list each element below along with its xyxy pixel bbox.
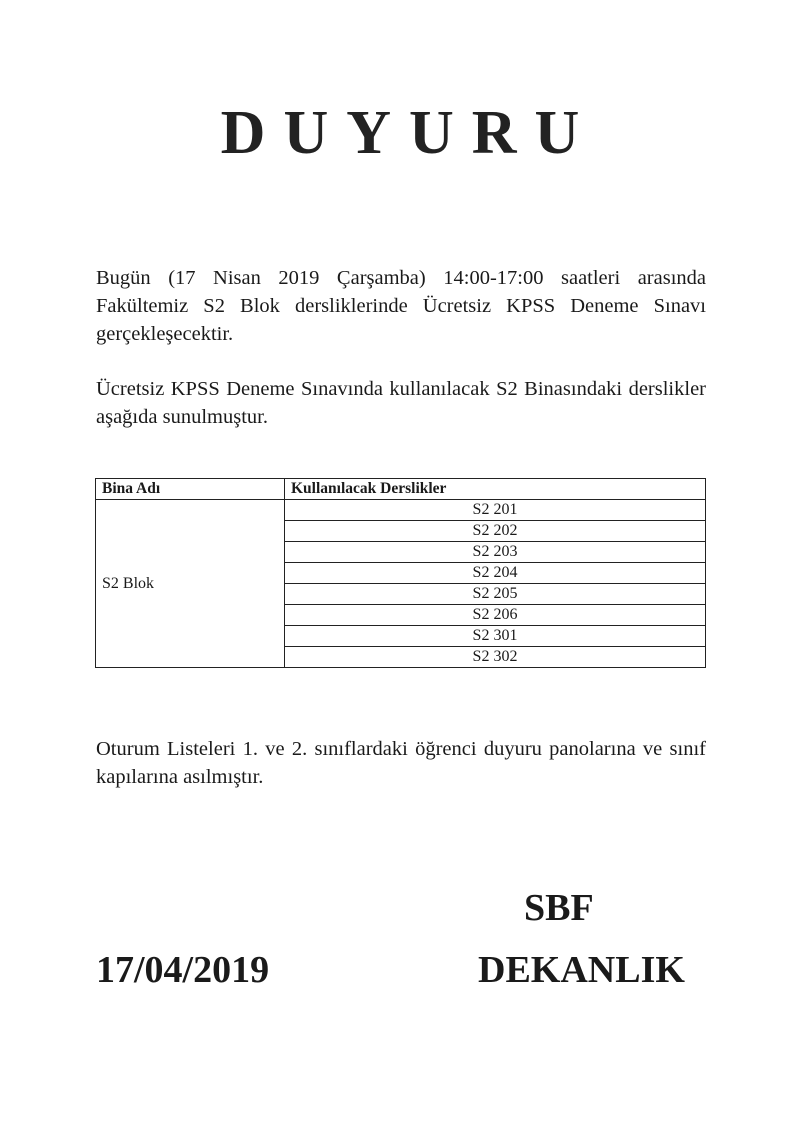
room-cell: S2 301: [285, 626, 706, 647]
room-cell: S2 202: [285, 521, 706, 542]
signature-org-line1: SBF: [524, 887, 594, 929]
table-row: [96, 500, 706, 521]
room-cell: S2 203: [285, 542, 706, 563]
classroom-table: [95, 478, 706, 668]
room-cell: S2 205: [285, 584, 706, 605]
room-cell: S2 302: [285, 647, 706, 668]
building-cell: S2 Blok: [96, 500, 285, 668]
room-cell: S2 204: [285, 563, 706, 584]
page-title: DUYURU: [220, 99, 598, 167]
announcement-paragraph-2: Ücretsiz KPSS Deneme Sınavında kullanılacak S2 Binasındaki derslikler aşağıda sunulmuştur.: [96, 378, 706, 428]
announcement-paragraph-3: Oturum Listeleri 1. ve 2. sınıflardaki öğrenci duyuru panolarına ve sınıf kapılarına asılmıştır.: [96, 738, 706, 788]
room-cell: S2 201: [285, 500, 706, 521]
room-cell: S2 206: [285, 605, 706, 626]
header-classrooms: Kullanılacak Derslikler: [285, 479, 706, 500]
signature-org-line2: DEKANLIK: [478, 949, 685, 991]
table-header-row: [96, 479, 706, 500]
header-building-name: Bina Adı: [96, 479, 285, 500]
announcement-paragraph-1: Bugün (17 Nisan 2019 Çarşamba) 14:00-17:00 saatleri arasında Fakültemiz S2 Blok dersliklerinde Ücretsiz KPSS Deneme Sınavı gerçekleşecektir.: [96, 267, 706, 345]
announcement-date: 17/04/2019: [96, 949, 270, 991]
